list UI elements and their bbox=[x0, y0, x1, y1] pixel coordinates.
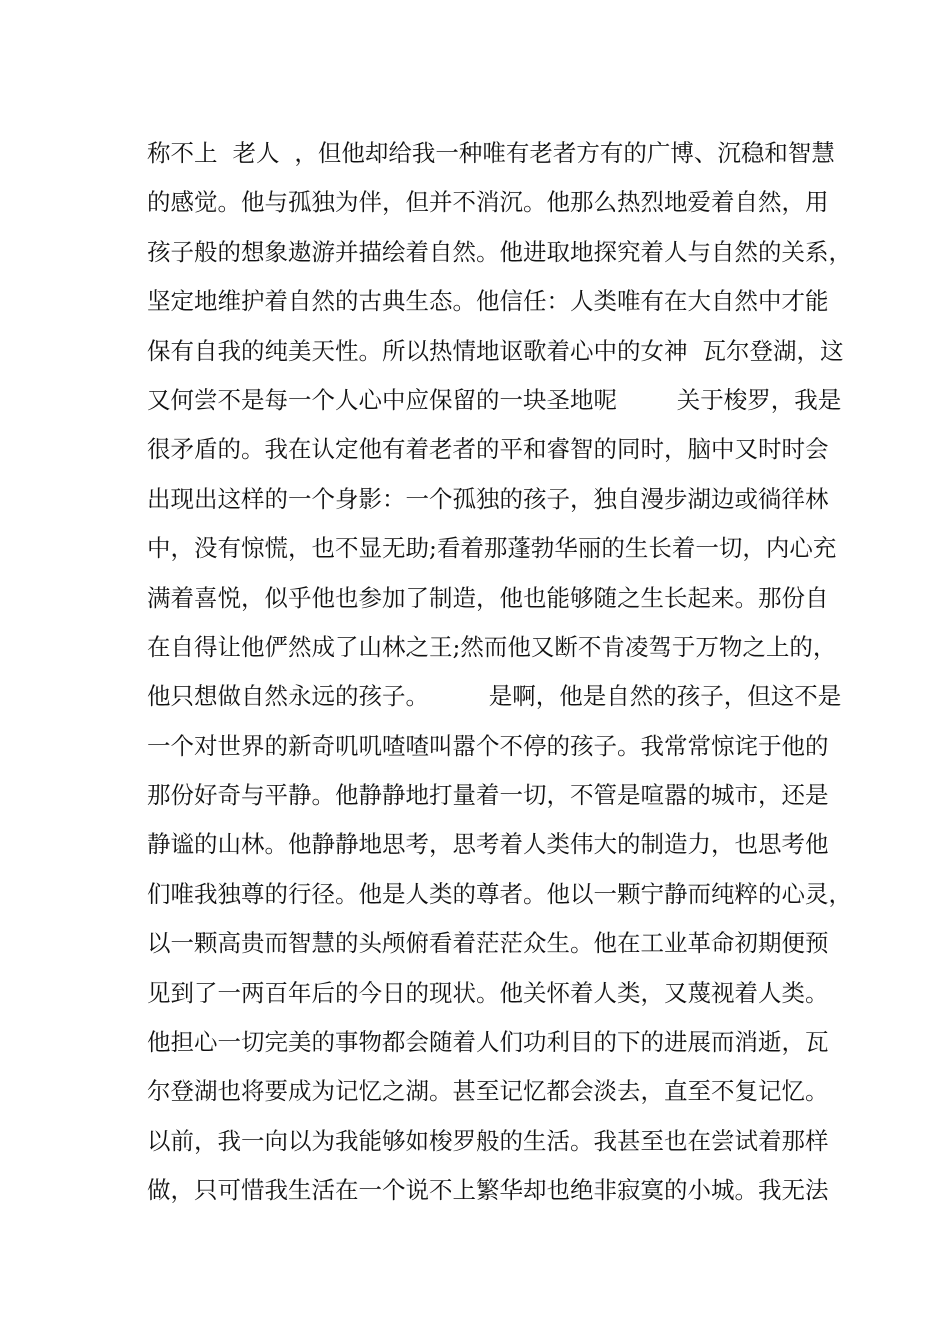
text-line: 以一颗高贵而智慧的头颅俯看着茫茫众生。他在工业革命初期便预 bbox=[147, 929, 829, 958]
text-line: 出现出这样的一个身影：一个孤独的孩子，独自漫步湖边或徜徉林 bbox=[147, 484, 829, 513]
text-line: 做，只可惜我生活在一个说不上繁华却也绝非寂寞的小城。我无法 bbox=[147, 1176, 829, 1205]
text-line: 满着喜悦，似乎他也参加了制造，他也能够随之生长起来。那份自 bbox=[147, 583, 829, 612]
text-line: 静谧的山林。他静静地思考，思考着人类伟大的制造力，也思考他 bbox=[147, 830, 829, 859]
text-line: 的感觉。他与孤独为伴，但并不消沉。他那么热烈地爱着自然，用 bbox=[147, 188, 829, 217]
text-line: 孩子般的想象遨游并描绘着自然。他进取地探究着人与自然的关系， bbox=[147, 237, 852, 266]
text-line: 尔登湖也将要成为记忆之湖。甚至记忆都会淡去，直至不复记忆。 bbox=[147, 1077, 829, 1106]
text-line: 中，没有惊慌，也不显无助;看着那蓬勃华丽的生长着一切，内心充 bbox=[147, 534, 837, 563]
text-line: 那份好奇与平静。他静静地打量着一切，不管是喧嚣的城市，还是 bbox=[147, 781, 829, 810]
text-line: 他只想做自然永远的孩子。 是啊，他是自然的孩子，但这不是 bbox=[147, 682, 842, 711]
text-line: 在自得让他俨然成了山林之王;然而他又断不肯凌驾于万物之上的， bbox=[147, 632, 837, 661]
text-line: 称不上 老人 ，但他却给我一种唯有老者方有的广博、沉稳和智慧 bbox=[147, 139, 835, 167]
text-line: 见到了一两百年后的今日的现状。他关怀着人类，又蔑视着人类。 bbox=[147, 978, 829, 1007]
text-line: 他担心一切完美的事物都会随着人们功利目的下的进展而消逝，瓦 bbox=[147, 1028, 829, 1057]
text-line: 很矛盾的。我在认定他有着老者的平和睿智的同时，脑中又时时会 bbox=[147, 435, 829, 464]
text-line: 以前，我一向以为我能够如梭罗般的生活。我甚至也在尝试着那样 bbox=[147, 1126, 829, 1155]
text-line: 坚定地维护着自然的古典生态。他信任：人类唯有在大自然中才能 bbox=[147, 287, 829, 316]
text-line: 保有自我的纯美天性。所以热情地讴歌着心中的女神 瓦尔登湖，这 bbox=[147, 336, 844, 365]
text-line: 一个对世界的新奇叽叽喳喳叫嚣个不停的孩子。我常常惊诧于他的 bbox=[147, 731, 829, 760]
text-line: 又何尝不是每一个人心中应保留的一块圣地呢 关于梭罗，我是 bbox=[147, 385, 842, 414]
body-text bbox=[147, 133, 852, 1220]
text-line: 们唯我独尊的行径。他是人类的尊者。他以一颗宁静而纯粹的心灵， bbox=[147, 879, 852, 908]
